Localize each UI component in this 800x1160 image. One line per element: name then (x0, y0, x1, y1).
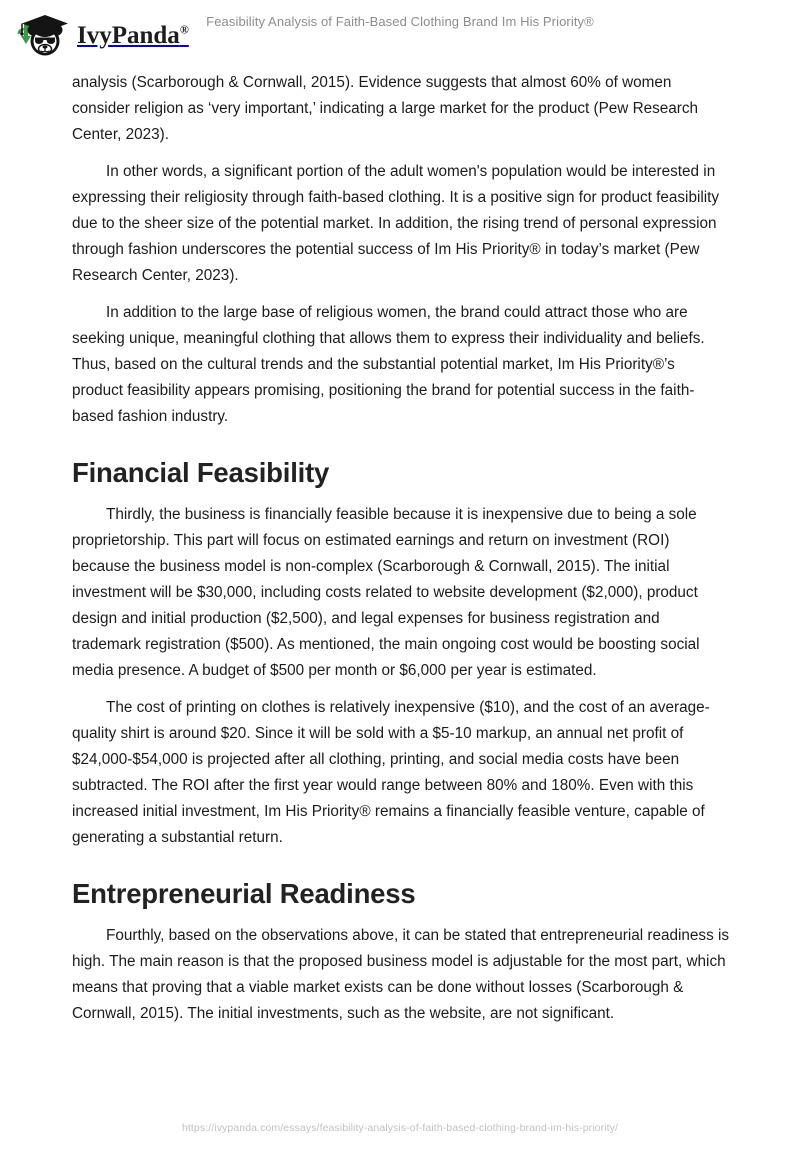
document-body (72, 70, 730, 1027)
body-paragraph: Fourthly, based on the observations above, it can be stated that entrepreneurial readiness is high. The main reason is that the proposed business model is adjustable for the most part, which means that proving that a viable market exists can be done without losses (Scarborough & Cornwall, 2015). The initial investments, such as the website, are not significant. (72, 927, 730, 1022)
body-paragraph: analysis (Scarborough & Cornwall, 2015). Evidence suggests that almost 60% of women consider religion as ‘very important,’ indicating a large market for the product (Pew Research Center, 2023). (72, 74, 699, 143)
body-paragraph: Thirdly, the business is financially feasible because it is inexpensive due to being a sole proprietorship. This part will focus on estimated earnings and return on investment (ROI) because the business model is non-complex (Scarborough & Cornwall, 2015). The initial investment will be $30,000, including costs related to website development ($2,000), product design and initial production ($2,500), and legal expenses for business registration and trademark registration ($500). As mentioned, the main ongoing cost would be boosting social media presence. A budget of $500 per month or $6,000 per year is estimated. (72, 506, 700, 679)
brand-name-text: IvyPanda (77, 21, 180, 49)
body-paragraph: The cost of printing on clothes is relatively inexpensive ($10), and the cost of an average-quality shirt is around $20. Since it will be sold with a $5-10 markup, an annual net profit of $24,000-$54,000 is projected after all clothing, printing, and social media costs have been subtracted. The ROI after the first year would range between 80% and 180%. Even with this increased initial investment, Im His Priority® remains a financially feasible venture, capable of generating a substantial return. (72, 699, 710, 846)
body-paragraph: In other words, a significant portion of the adult women's population would be interested in expressing their religiosity through faith-based clothing. It is a positive sign for product feasibility due to the sheer size of the potential market. In addition, the rising trend of personal expression through fashion underscores the potential success of Im His Priority® in today’s market (Pew Research Center, 2023). (72, 163, 720, 284)
source-url-link[interactable]: https://ivypanda.com/essays/feasibility-analysis-of-faith-based-clothing-brand-im-his-priority/ (181, 1122, 619, 1134)
page-header (0, 0, 800, 66)
section-heading: Financial Feasibility (72, 457, 330, 488)
document-running-title: Feasibility Analysis of Faith-Based Clothing Brand Im His Priority® (206, 14, 594, 29)
body-paragraph: In addition to the large base of religious women, the brand could attract those who are seeking unique, meaningful clothing that allows them to express their individuality and beliefs. Thus, based on the cultural trends and the substantial potential market, Im His Priority®’s product feasibility appears promising, positioning the brand for potential success in the faith-based fashion industry. (72, 304, 705, 425)
section-heading: Entrepreneurial Readiness (72, 878, 416, 909)
page-footer (0, 1118, 800, 1136)
registered-mark: ® (179, 22, 189, 37)
